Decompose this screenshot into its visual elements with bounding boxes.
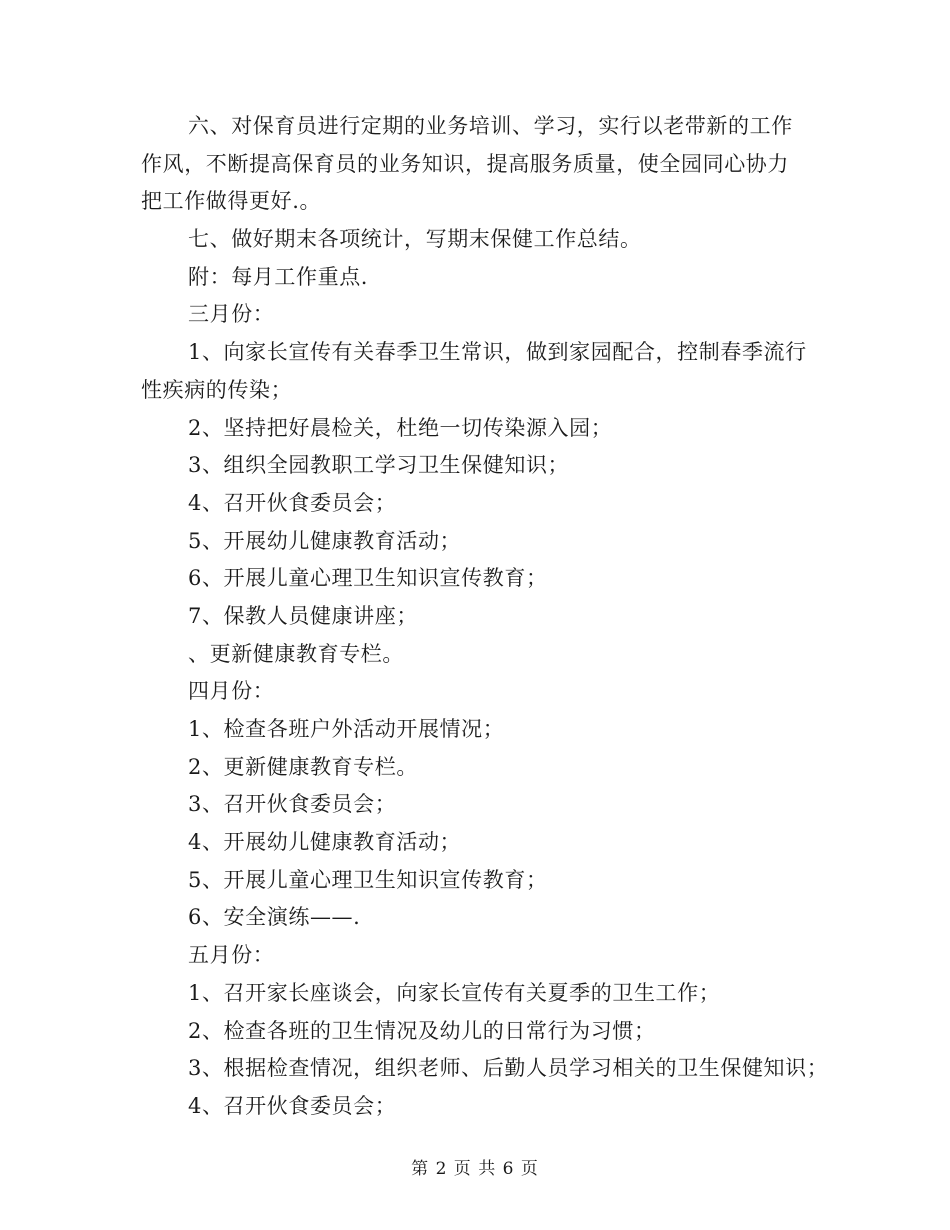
- text-line: 1、向家长宣传有关春季卫生常识，做到家园配合，控制春季流行: [188, 340, 807, 365]
- text-line: 3、召开伙食委员会；: [188, 792, 397, 817]
- text-line: 5、开展儿童心理卫生知识宣传教育；: [188, 867, 548, 892]
- text-line: 4、开展幼儿健康教育活动；: [188, 830, 462, 855]
- text-line: 1、检查各班户外活动开展情况；: [188, 717, 505, 741]
- body-text: [141, 108, 831, 1126]
- text-line: 六、对保育员进行定期的业务培训、学习，实行以老带新的工作: [188, 114, 793, 138]
- text-line: 附：每月工作重点.: [188, 264, 369, 289]
- text-line: 4、召开伙食委员会；: [188, 490, 397, 515]
- page-footer: 第 2 页 共 6 页: [411, 1159, 539, 1179]
- text-line: 2、更新健康教育专栏。: [188, 754, 418, 779]
- text-line: 把工作做得更好.。: [141, 189, 322, 214]
- text-line: 2、检查各班的卫生情况及幼儿的日常行为习惯；: [188, 1018, 656, 1043]
- text-line: 6、开展儿童心理卫生知识宣传教育；: [188, 566, 548, 591]
- text-line: 4、召开伙食委员会；: [188, 1093, 397, 1118]
- text-line: 6、安全演练——.: [188, 905, 361, 930]
- text-line: 性疾病的传染；: [141, 377, 293, 402]
- text-line: 五月份：: [188, 943, 275, 968]
- text-line: 七、做好期末各项统计，写期末保健工作总结。: [188, 227, 642, 252]
- text-line: 3、组织全园教职工学习卫生保健知识；: [188, 453, 570, 478]
- text-line: 7、保教人员健康讲座；: [188, 603, 418, 628]
- text-line: 、更新健康教育专栏。: [188, 641, 404, 666]
- text-line: 三月份：: [188, 302, 275, 327]
- text-line: 四月份：: [188, 679, 275, 704]
- text-line: 作风，不断提高保育员的业务知识，提高服务质量，使全园同心协力: [141, 151, 789, 176]
- text-line: 3、根据检查情况，组织老师、后勤人员学习相关的卫生保健知识；: [188, 1056, 829, 1081]
- text-line: 1、召开家长座谈会，向家长宣传有关夏季的卫生工作；: [188, 980, 721, 1005]
- text-line: 5、开展幼儿健康教育活动；: [188, 528, 462, 553]
- text-line: 2、坚持把好晨检关，杜绝一切传染源入园；: [188, 415, 613, 440]
